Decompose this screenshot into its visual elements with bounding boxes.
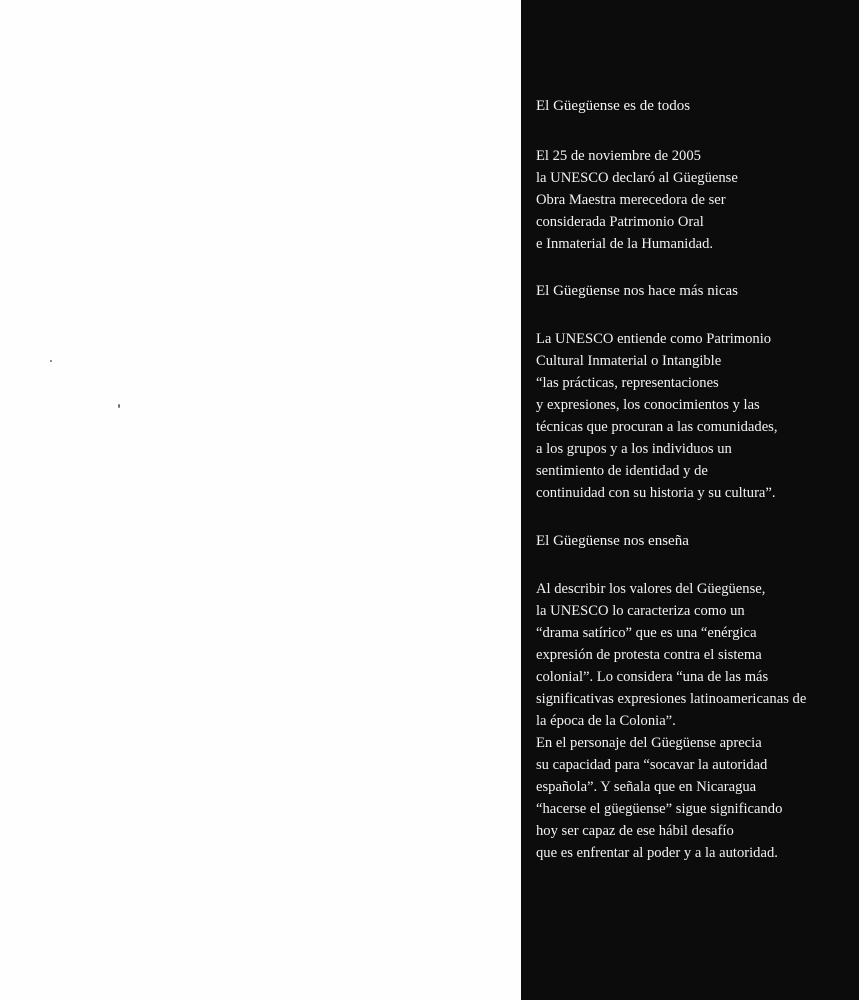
paragraph-line: a los grupos y a los individuos un	[536, 441, 732, 457]
text-panel	[521, 0, 859, 1000]
section-paragraph-ensena	[536, 578, 806, 864]
paragraph-line: “hacerse el güegüense” sigue significando	[536, 801, 783, 817]
paragraph-line: Cultural Inmaterial o Intangible	[536, 353, 722, 369]
paragraph-line: significativas expresiones latinoamericanas de	[536, 691, 807, 707]
paragraph-line: e Inmaterial de la Humanidad.	[536, 236, 714, 252]
paragraph-line: Obra Maestra merecedora de ser	[536, 192, 726, 208]
paragraph-line: la UNESCO declaró al Güegüense	[536, 170, 738, 186]
section-heading-nicas: El Güegüense nos hace más nicas	[536, 283, 739, 299]
section-paragraph-todos	[536, 145, 738, 255]
section-heading-todos: El Güegüense es de todos	[536, 98, 691, 114]
paragraph-line: y expresiones, los conocimientos y las	[536, 397, 760, 413]
paragraph-line: la época de la Colonia”.	[536, 713, 676, 729]
paragraph-line: la UNESCO lo caracteriza como un	[536, 603, 745, 619]
paragraph-line: española”. Y señala que en Nicaragua	[536, 779, 757, 795]
paragraph-line: considerada Patrimonio Oral	[536, 214, 704, 230]
dust-speck	[118, 404, 120, 408]
paragraph-line: “las prácticas, representaciones	[536, 375, 719, 391]
paragraph-line: hoy ser capaz de ese hábil desafío	[536, 823, 734, 839]
paragraph-line: El 25 de noviembre de 2005	[536, 148, 701, 164]
paragraph-line: Al describir los valores del Güegüense,	[536, 581, 766, 597]
paragraph-line: En el personaje del Güegüense aprecia	[536, 735, 762, 751]
section-paragraph-nicas	[536, 328, 778, 504]
paragraph-line: colonial”. Lo considera “una de las más	[536, 669, 769, 685]
paragraph-line: su capacidad para “socavar la autoridad	[536, 757, 768, 773]
section-heading-ensena: El Güegüense nos enseña	[536, 533, 689, 549]
paragraph-line: continuidad con su historia y su cultura”.	[536, 485, 776, 501]
paragraph-line: “drama satírico” que es una “enérgica	[536, 625, 757, 641]
paragraph-line: La UNESCO entiende como Patrimonio	[536, 331, 772, 347]
paragraph-line: técnicas que procuran a las comunidades,	[536, 419, 778, 435]
paragraph-line: que es enfrentar al poder y a la autoridad.	[536, 845, 778, 861]
paragraph-line: expresión de protesta contra el sistema	[536, 647, 762, 663]
dust-speck	[50, 360, 52, 362]
paragraph-line: sentimiento de identidad y de	[536, 463, 708, 479]
